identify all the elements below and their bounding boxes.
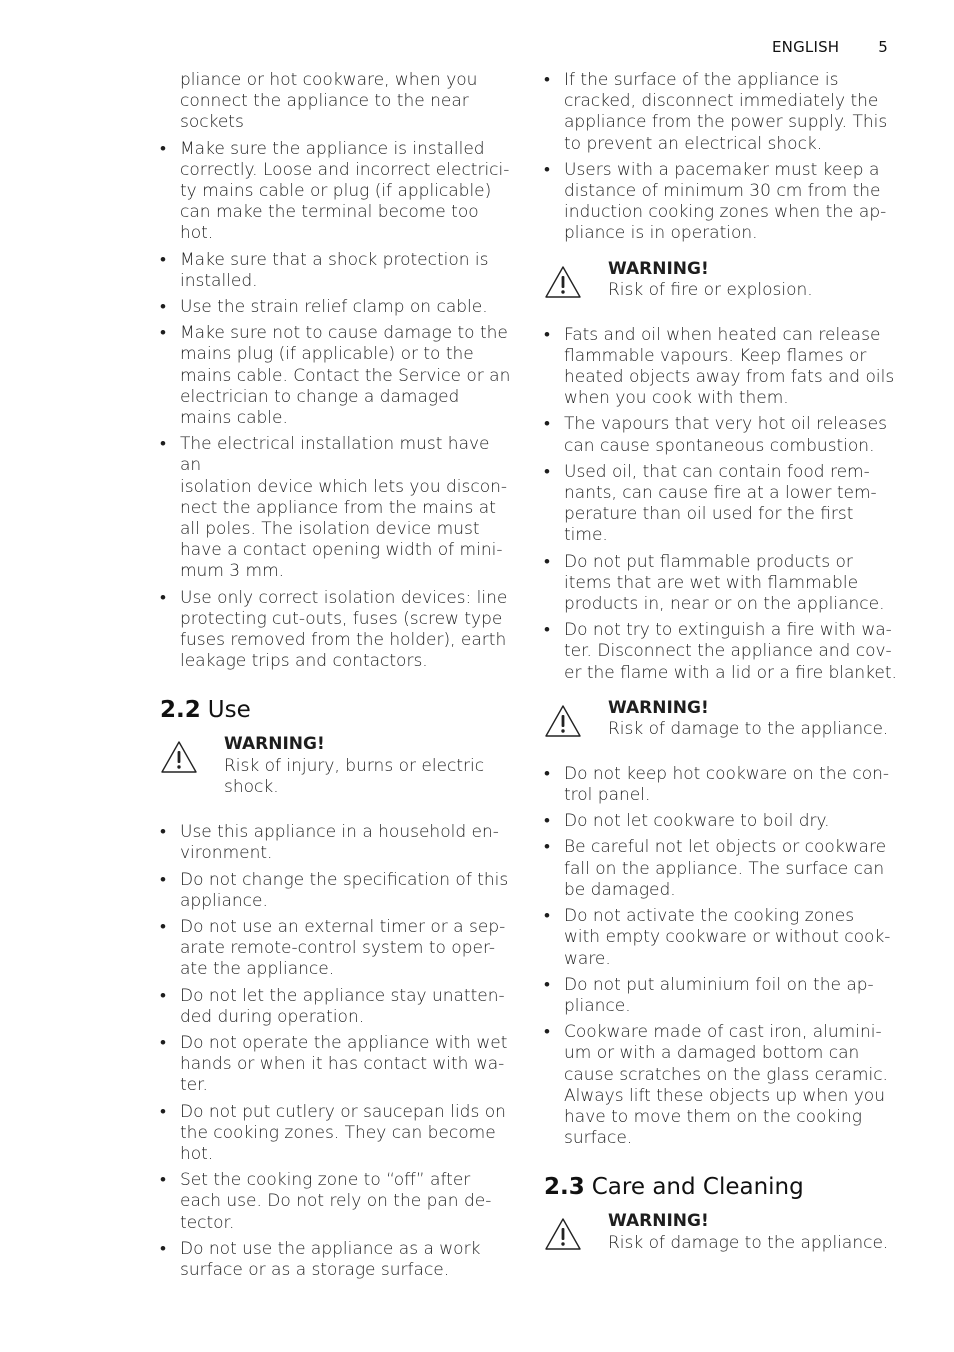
list-item: • Make sure that a shock protection is installed. xyxy=(160,250,516,292)
left-column xyxy=(160,70,516,1286)
list-item: • Be careful not let objects or cookware fall on the appliance. The surface can be damaged. xyxy=(544,837,898,901)
list-item: • Use only correct isolation devices: line protecting cut-outs, fuses (screw type fuses removed from the holder), earth leakage trips and contactors. xyxy=(160,588,516,673)
list-item: • Do not use an external timer or a sep- arate remote-control system to oper- ate the appliance. xyxy=(160,917,516,981)
section-title: Care and Cleaning xyxy=(591,1174,804,1201)
warning-text: Risk of fire or explosion. xyxy=(608,279,813,300)
warning-text: Risk of damage to the appliance. xyxy=(608,719,889,740)
list-item: • Do not put flammable products or items that are wet with flammable products in, near or on the appliance. xyxy=(544,552,898,616)
warning-triangle-icon xyxy=(544,1217,582,1251)
warning-triangle-icon xyxy=(544,265,582,299)
warning-block xyxy=(544,1211,898,1259)
page-header xyxy=(772,38,888,56)
warning-triangle-icon xyxy=(160,740,198,774)
warning-text: Risk of injury, burns or electric shock. xyxy=(224,755,485,797)
list-item: • Do not activate the cooking zones with empty cookware or without cook- ware. xyxy=(544,906,898,970)
list-item: • Use this appliance in a household en- vironment. xyxy=(160,822,516,864)
warning-block xyxy=(544,698,898,746)
right-column xyxy=(544,70,898,1275)
list-item: • Cookware made of cast iron, alumini- um or with a damaged bottom can cause scratches on the glass ceramic. Always lift these objects up when you have to move them on the cooking surface. xyxy=(544,1022,898,1149)
section-number: 2.2 xyxy=(160,697,201,724)
list-item: • Do not keep hot cookware on the con- trol panel. xyxy=(544,764,898,806)
fire-bullet-list xyxy=(544,325,898,684)
page-number: 5 xyxy=(878,38,888,56)
installation-bullet-list xyxy=(160,139,516,673)
list-item: • If the surface of the appliance is cracked, disconnect immediately the appliance from the power supply. This to prevent an electrical shock. xyxy=(544,70,898,155)
warning-block xyxy=(160,734,516,798)
list-item: • Use the strain relief clamp on cable. xyxy=(160,297,516,318)
continued-paragraph: pliance or hot cookware, when you connect the appliance to the near sockets xyxy=(180,70,478,133)
list-item: • Do not let cookware to boil dry. xyxy=(544,811,898,832)
list-item: • Fats and oil when heated can release flammable vapours. Keep flames or heated objects away from fats and oils when you cook with them. xyxy=(544,325,898,410)
warning-text: Risk of damage to the appliance. xyxy=(608,1232,889,1253)
section-heading-use xyxy=(160,696,516,724)
warning-title: WARNING! xyxy=(608,697,709,718)
warning-triangle-icon xyxy=(544,704,582,738)
section-title: Use xyxy=(207,697,251,724)
list-item: • The vapours that very hot oil releases can cause spontaneous combustion. xyxy=(544,414,898,456)
use-bullet-list xyxy=(160,822,516,1281)
list-item: • Do not try to extinguish a fire with wa- ter. Disconnect the appliance and cov- er the flame with a lid or a fire blanket. xyxy=(544,620,898,684)
electrical-bullet-list xyxy=(544,70,898,245)
damage-bullet-list xyxy=(544,764,898,1149)
list-item: • Used oil, that can contain food rem- nants, can cause fire at a lower tem- perature than oil used for the first time. xyxy=(544,462,898,547)
list-item: • The electrical installation must have an isolation device which lets you discon- nect the appliance from the mains at all poles. The isolation device must have a contact opening width of mini- mum 3 mm. xyxy=(160,434,516,582)
warning-block xyxy=(544,259,898,307)
section-heading-care xyxy=(544,1173,898,1201)
list-item: • Set the cooking zone to “off” after each use. Do not rely on the pan de- tector. xyxy=(160,1170,516,1234)
list-item: • Do not put cutlery or saucepan lids on the cooking zones. They can become hot. xyxy=(160,1102,516,1166)
list-item: • Do not let the appliance stay unatten- ded during operation. xyxy=(160,986,516,1028)
list-item: • Do not change the specification of this appliance. xyxy=(160,870,516,912)
list-item: • Make sure the appliance is installed correctly. Loose and incorrect electrici- ty mains cable or plug (if applicable) can make the terminal become too hot. xyxy=(160,139,516,245)
list-item: • Users with a pacemaker must keep a distance of minimum 30 cm from the induction cooking zones when the ap- pliance is in operation. xyxy=(544,160,898,245)
header-language: ENGLISH xyxy=(771,38,840,56)
warning-title: WARNING! xyxy=(224,734,325,755)
list-item: • Make sure not to cause damage to the mains plug (if applicable) or to the mains cable. Contact the Service or an electrician to change a damaged mains cable. xyxy=(160,323,516,429)
warning-title: WARNING! xyxy=(608,1211,709,1232)
warning-title: WARNING! xyxy=(608,258,709,279)
section-number: 2.3 xyxy=(544,1174,585,1201)
list-item: • Do not put aluminium foil on the ap- pliance. xyxy=(544,975,898,1017)
list-item: • Do not use the appliance as a work surface or as a storage surface. xyxy=(160,1239,516,1281)
list-item: • Do not operate the appliance with wet hands or when it has contact with wa- ter. xyxy=(160,1033,516,1097)
